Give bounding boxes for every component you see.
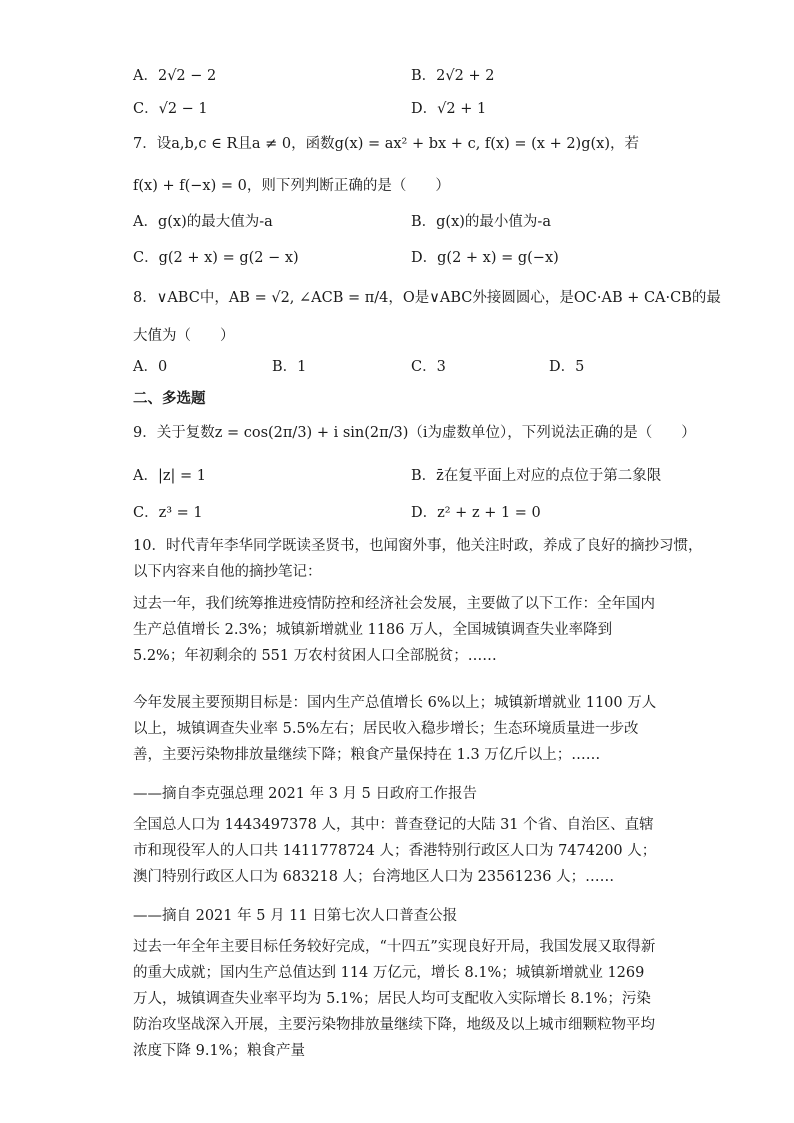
q10-stem-line2: 以下内容来自他的摘抄笔记： — [133, 564, 322, 580]
q9-option-a: A．|z| = 1 — [133, 468, 206, 484]
q7-option-a: A．g(x)的最大值为-a — [133, 214, 273, 230]
q9-option-d: D．z² + z + 1 = 0 — [411, 505, 541, 521]
q7-option-d: D．g(2 + x) = g(−x) — [411, 250, 559, 266]
q6-option-b: B．2√2 + 2 — [411, 68, 495, 84]
q10-excerpt-paragraph-2: 今年发展主要预期目标是：国内生产总值增长 6%以上；城镇新增就业 1100 万人以上，城镇调查失业率 5.5%左右；居民收入稳步增长；生态环境质量进一步改善，主要污染物排放量继续下降；粮食产量保持在 1.3 万亿斤以上；…… — [133, 695, 657, 763]
q8-option-c: C．3 — [411, 359, 446, 375]
q7-option-c: C．g(2 + x) = g(2 − x) — [133, 250, 299, 266]
q9-stem: 9．关于复数z = cos(2π/3) + i sin(2π/3)（i为虚数单位），下列说法正确的是（ ） — [133, 425, 696, 441]
q10-excerpt-paragraph-3: 全国总人口为 1443497378 人，其中：普查登记的大陆 31 个省、自治区、直辖市和现役军人的人口共 1411778724 人；香港特别行政区人口为 7474200 人；澳门特别行政区人口为 683218 人；台湾地区人口为 23561236 人；…… — [133, 817, 657, 885]
q8-option-b: B．1 — [272, 359, 307, 375]
q6-option-a: A．2√2 − 2 — [133, 68, 217, 84]
q10-excerpt-paragraph-4: 过去一年全年主要目标任务较好完成，“十四五”实现良好开局，我国发展又取得新的重大成就；国内生产总值达到 114 万亿元，增长 8.1%；城镇新增就业 1269 万人，城镇调查失业率平均为 5.1%；居民人均可支配收入实际增长 8.1%；污染防治攻坚战深入开展，主要污染物排放量继续下降，地级及以上城市细颗粒物平均浓度下降 9.1%；粮食产量 — [133, 939, 656, 1059]
q8-option-a: A．0 — [133, 359, 168, 375]
q10-excerpt-paragraph-1: 过去一年，我们统筹推进疫情防控和经济社会发展，主要做了以下工作：全年国内生产总值增长 2.3%；城镇新增就业 1186 万人，全国城镇调查失业率降到 5.2%；年初剩余的 551 万农村贫困人口全部脱贫；…… — [133, 596, 655, 664]
q8-option-d: D．5 — [549, 359, 585, 375]
q9-option-b: B．z̄在复平面上对应的点位于第二象限 — [411, 468, 662, 484]
q7-stem-line2: f(x) + f(−x) = 0，则下列判断正确的是（ ） — [133, 178, 450, 194]
q8-stem-line1: 8．∨ABC中，AB = √2, ∠ACB = π/4，O是∨ABC外接圆圆心，是OC·AB + CA·CB的最 — [133, 290, 721, 306]
q6-option-c: C．√2 − 1 — [133, 101, 208, 117]
q9-option-c: C．z³ = 1 — [133, 505, 203, 521]
q10-source-2: ——摘自 2021 年 5 月 11 日第七次人口普查公报 — [133, 908, 458, 924]
q7-stem-line1: 7．设a,b,c ∈ R且a ≠ 0，函数g(x) = ax² + bx + c, f(x) = (x + 2)g(x)，若 — [133, 136, 639, 152]
q6-option-d: D．√2 + 1 — [411, 101, 487, 117]
q8-stem-line2: 大值为（ ） — [133, 328, 235, 344]
q10-stem-line1: 10．时代青年李华同学既读圣贤书，也闻窗外事，他关注时政，养成了良好的摘抄习惯， — [133, 538, 703, 554]
q7-option-b: B．g(x)的最小值为-a — [411, 214, 551, 230]
section-heading-multi-choice: 二、多选题 — [133, 390, 206, 407]
q10-source-1: ——摘自李克强总理 2021 年 3 月 5 日政府工作报告 — [133, 786, 478, 802]
